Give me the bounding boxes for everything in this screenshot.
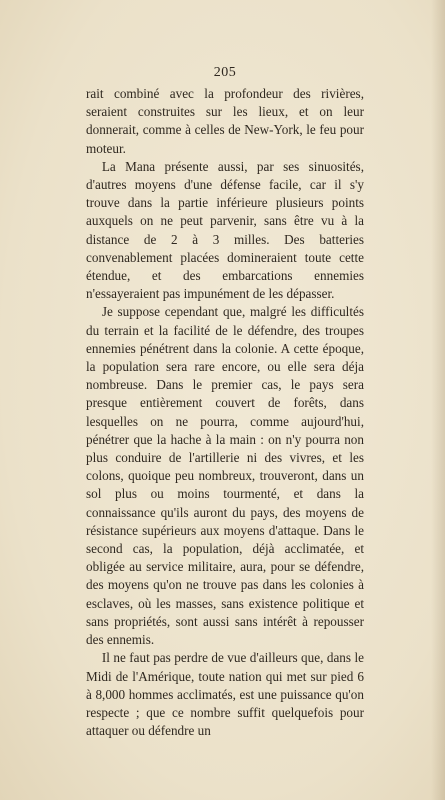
- page-edge-shadow: [431, 0, 445, 800]
- paragraph-4: Il ne faut pas perdre de vue d'ailleurs que, dans le Midi de l'Amérique, toute nation qui met sur pied 6 à 8,000 hommes acclimatés, est une puissance qu'on respecte ; que ce nombre suffit quelquefois pour attaquer ou défendre un: [86, 650, 364, 739]
- paragraph-3: Je suppose cependant que, malgré les difficultés du terrain et la facilité de le défendre, des troupes ennemies pénétrent dans la colonie. A cette époque, la population sera rare encore, ou elle sera déja nombreuse. Dans le premier cas, le pays sera presque entièrement couvert de forêts, dans lesquelles on ne pourra, comme aujourd'hui, pénétrer que la hache à la main : on n'y pourra non plus conduire de l'artillerie ni des vivres, et les colons, quoique peu nombreux, trouveront, dans un sol plus ou moins tourmenté, et dans la connaissance qu'ils auront du pays, des moyens de résistance supérieurs aux moyens d'attaque. Dans le second cas, la population, déjà acclimatée, et obligée au service militaire, aura, pour se défendre, des moyens qu'on ne trouve pas dans les colonies à esclaves, où les masses, sans existence politique et sans propriétés, sont aussi sans intérêt à repousser des ennemis.: [86, 304, 364, 648]
- paragraph-1: rait combiné avec la profondeur des rivières, seraient construites sur les lieux, et on leur donnerait, comme à celles de New-York, le feu pour moteur.: [86, 86, 364, 156]
- page-text-block: [86, 63, 364, 740]
- paragraph-2: La Mana présente aussi, par ses sinuosités, d'autres moyens d'une défense facile, car il s'y trouve dans la partie inférieure plusieurs points auxquels on ne peut parvenir, sans être vu à la distance de 2 à 3 milles. Des batteries convenablement placées domineraient toute cette étendue, et des embarcations ennemies n'essayeraient pas impunément de les dépasser.: [86, 158, 364, 302]
- page-number: 205: [213, 65, 237, 80]
